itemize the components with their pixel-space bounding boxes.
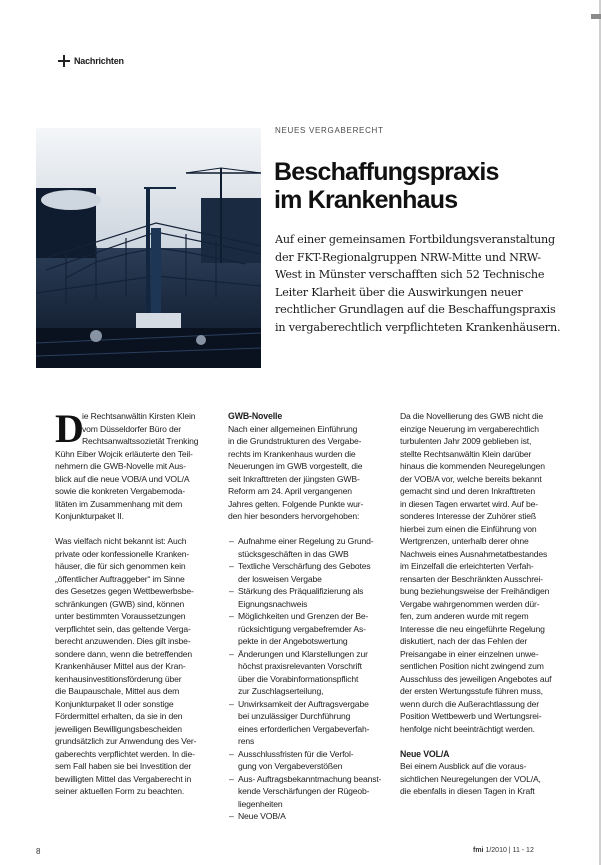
text-line: sentlichen Position nicht zwingend zum: [400, 661, 544, 671]
paragraph-gap: [55, 523, 212, 536]
text-line: bung beziehungsweise der Freihändigen: [400, 586, 550, 596]
text-line: stellte Rechtsanwältin Klein darüber: [400, 448, 532, 459]
text-line: Nach einer allgemeinen Einführung: [228, 423, 358, 434]
text-line: Konjunkturpaket II oder sonstige: [55, 698, 174, 709]
text-line: henfolge nicht beeinträchtigt werden.: [400, 723, 535, 734]
text-line: sem Fall haben sie bei Investition der: [55, 761, 192, 771]
text-line: Reform am 24. April vergangenen: [228, 486, 352, 496]
text-line: schränkungen (GWB) sind, können: [55, 598, 185, 609]
text-line: Da die Novellierung des GWB nicht die: [400, 411, 544, 421]
section-label: Nachrichten: [74, 56, 124, 66]
text-line: bewilligten Mittel das Vergaberecht in: [55, 773, 192, 784]
text-line: verpflichtet sein, das geltende Verga-: [55, 623, 191, 634]
text-line: Krankenhäuser Mittel aus der Kran-: [55, 661, 186, 671]
text-line: „öffentlicher Auftraggeber“ im Sinne: [55, 573, 185, 584]
text-line: fen, zum anderen wurde mit regem: [400, 611, 529, 621]
text-line: jeweiligen Bewilligungsbescheiden: [55, 723, 182, 734]
text-line: in diesen Tagen erwartet wird. Auf be-: [400, 498, 538, 509]
journal-reference: [473, 847, 534, 854]
text-line: die ebenfalls in diesen Tagen in Kraft: [400, 786, 535, 796]
bullet-item: – Möglichkeiten und Grenzen der Be-: [228, 610, 386, 623]
lead-line: Auf einer gemeinsamen Fortbildungsveranstaltung: [275, 233, 555, 246]
text-line: in die Grundstrukturen des Vergabe-: [228, 436, 362, 446]
lead-line: West in Münster verschafften sich 52 Technische: [275, 268, 545, 282]
section-badge: [58, 55, 124, 67]
bullet-item: – Neue VOB/A: [228, 810, 386, 823]
bullet-item: – Unwirksamkeit der Auftragsvergabe: [228, 698, 386, 711]
text-line: wenn durch die Außerachtlassung der: [400, 698, 540, 709]
journal-issue: 1/2010 | 11 - 12: [485, 847, 534, 854]
text-line: Eignungsnachweis: [238, 598, 308, 609]
text-line: pekte in der Angebotswertung: [238, 636, 348, 646]
text-line: blick auf die neue VOB/A und VOL/A: [55, 473, 190, 484]
text-line: sonderes Interesse der Zuhörer stieß: [400, 511, 536, 521]
text-line: gaberechts verpflichtet werden. In die-: [55, 748, 195, 759]
paragraph-gap: [400, 735, 558, 748]
text-line: der ersten Wertungsstufe führen muss,: [400, 686, 543, 696]
text-line: Wertgrenzen, unterhalb derer ohne: [400, 536, 529, 546]
text-line: Bei einem Ausblick auf die voraus-: [400, 761, 527, 771]
text-line: Vergabe wahrgenommen werden dür-: [400, 598, 540, 609]
title-line: Beschaffungspraxis: [274, 158, 499, 186]
article-lead: [275, 231, 575, 337]
text-line: gung von Vergabeverstößen: [238, 761, 343, 771]
plus-icon: [58, 55, 70, 67]
lead-line: der FKT-Regionalgruppen NRW-Mitte und NRW-: [275, 250, 541, 264]
text-line: grundsätzlich zur Anwendung des Ver-: [55, 736, 197, 746]
bullet-item: – Aufnahme einer Regelung zu Grund-: [228, 535, 386, 548]
drop-cap: D: [55, 406, 84, 451]
text-line: rensarten der Beschränkten Ausschrei-: [400, 573, 544, 584]
text-line: einzige Neuerung im vergaberechtlich: [400, 423, 539, 434]
text-line: Konjunkturpaket II.: [55, 511, 124, 521]
text-line: berecht anzuwenden. Dies gilt insbe-: [55, 636, 191, 646]
subheading: GWB-Novelle: [228, 411, 283, 421]
text-line: nehmern die GWB-Novelle mit Aus-: [55, 461, 186, 471]
lead-line: Leiter Klarheit über die Auswirkungen neuer: [275, 285, 523, 299]
text-line: über die Vorabinformationspflicht: [238, 673, 359, 684]
text-line: der losweisen Vergabe: [238, 573, 322, 584]
text-line: hinaus die kommenden Neuregelungen: [400, 461, 545, 471]
page-number: 8: [36, 847, 41, 856]
text-line: kenhausinvestitionsförderung über: [55, 673, 182, 684]
text-line: sondere dann, wenn die betreffenden: [55, 648, 192, 659]
body-column-1: [55, 406, 212, 798]
bullet-item: – Stärkung des Präqualifizierung als: [228, 585, 386, 598]
text-line: rechts im Krankenhaus wurden die: [228, 448, 356, 459]
lead-line: rechtlicher Grundlagen auf die Beschaffungspraxis: [275, 303, 556, 317]
scan-tab-mark: [591, 14, 601, 19]
text-line: im Einzelfall die erleichterten Verfah-: [400, 561, 534, 571]
text-line: ie Rechtsanwältin Kirsten Klein: [82, 411, 196, 421]
text-line: Nachweis eines Ausnahmetatbestandes: [400, 548, 548, 559]
subheading: Neue VOL/A: [400, 748, 450, 759]
text-line: Interesse die neu eingeführte Regelung: [400, 623, 545, 634]
text-line: seiner aktuellen Form zu beachten.: [55, 786, 185, 796]
text-line: hierbei zum einen die Einführung von: [400, 523, 537, 534]
bullet-item: – Aus- Auftragsbekanntmachung beanst-: [228, 773, 386, 786]
body-column-3: [400, 410, 558, 798]
text-line: unter bestimmten Voraussetzungen: [55, 611, 186, 621]
text-line: Fördermittel erhalten, da sie in den: [55, 711, 183, 721]
text-line: den hier besonders hervorgehoben:: [228, 511, 360, 521]
text-line: bei unzulässiger Durchführung: [238, 711, 351, 721]
journal-name: fmi: [473, 847, 484, 854]
text-line: des Gesetzes gegen Wettbewerbsbe-: [55, 586, 194, 596]
article-title: [274, 158, 574, 214]
text-line: rens: [238, 736, 255, 746]
text-line: Preisangabe in einer einzelnen unwe-: [400, 648, 539, 659]
text-line: häuser, die für sich genommen kein: [55, 561, 186, 571]
text-line: private oder konfessionelle Kranken-: [55, 548, 190, 559]
bullet-item: – Ausschlussfristen für die Verfol-: [228, 748, 386, 761]
text-line: Rechtsanwaltssozietät Trenking: [82, 436, 199, 446]
text-line: sichtlichen Neuregelungen der VOL/A,: [400, 773, 541, 784]
paragraph-gap: [228, 523, 386, 536]
lead-line: in vergaberechtlich verpflichteten Krankenhäusern.: [275, 320, 561, 334]
text-line: Position Wettbewerb und Wertungsrei-: [400, 711, 542, 721]
text-line: Kühn Eiber Wojcik erläuterte den Teil-: [55, 448, 193, 459]
text-line: Ausschluss des jeweiligen Angebotes auf: [400, 673, 552, 684]
text-line: rücksichtigung vergabefremder As-: [238, 623, 366, 634]
text-line: sowie die konkreten Vergabemoda-: [55, 486, 185, 496]
text-line: litäten im Zusammenhang mit dem: [55, 498, 183, 509]
text-line: seit Inkrafttreten der jüngsten GWB-: [228, 473, 360, 484]
text-line: kende Verschärfungen der Rügeob-: [238, 786, 370, 796]
text-line: vom Düsseldorfer Büro der: [82, 423, 181, 434]
bullet-item: – Änderungen und Klarstellungen zur: [228, 648, 386, 661]
article-kicker: NEUES VERGABERECHT: [275, 126, 384, 135]
text-line: liegenheiten: [238, 798, 283, 809]
article-photo: [36, 128, 261, 368]
body-column-2: [228, 410, 386, 823]
text-line: die Baupauschale, Mittel aus dem: [55, 686, 180, 696]
title-line: im Krankenhaus: [274, 186, 458, 214]
text-line: Jahres gelten. Folgende Punkte wur-: [228, 498, 364, 509]
bullet-item: – Textliche Verschärfung des Gebotes: [228, 560, 386, 573]
text-line: höchst praxisrelevanten Vorschrift: [238, 661, 362, 671]
text-line: Was vielfach nicht bekannt ist: Auch: [55, 536, 187, 546]
text-line: gemacht sind und deren Inkrafttreten: [400, 486, 536, 496]
text-line: eines erforderlichen Vergabeverfah-: [238, 723, 370, 734]
text-line: Neuerungen im GWB vorgestellt, die: [228, 461, 363, 471]
text-line: zur Zuschlagserteilung,: [238, 686, 324, 696]
text-line: turbulenten Jahr 2009 geblieben ist,: [400, 436, 532, 446]
text-line: diskutiert, nach der das Fehlen der: [400, 636, 528, 646]
text-line: der VOB/A vor, welche bereits bekannt: [400, 473, 542, 484]
text-line: stücksgeschäften in das GWB: [238, 548, 349, 559]
